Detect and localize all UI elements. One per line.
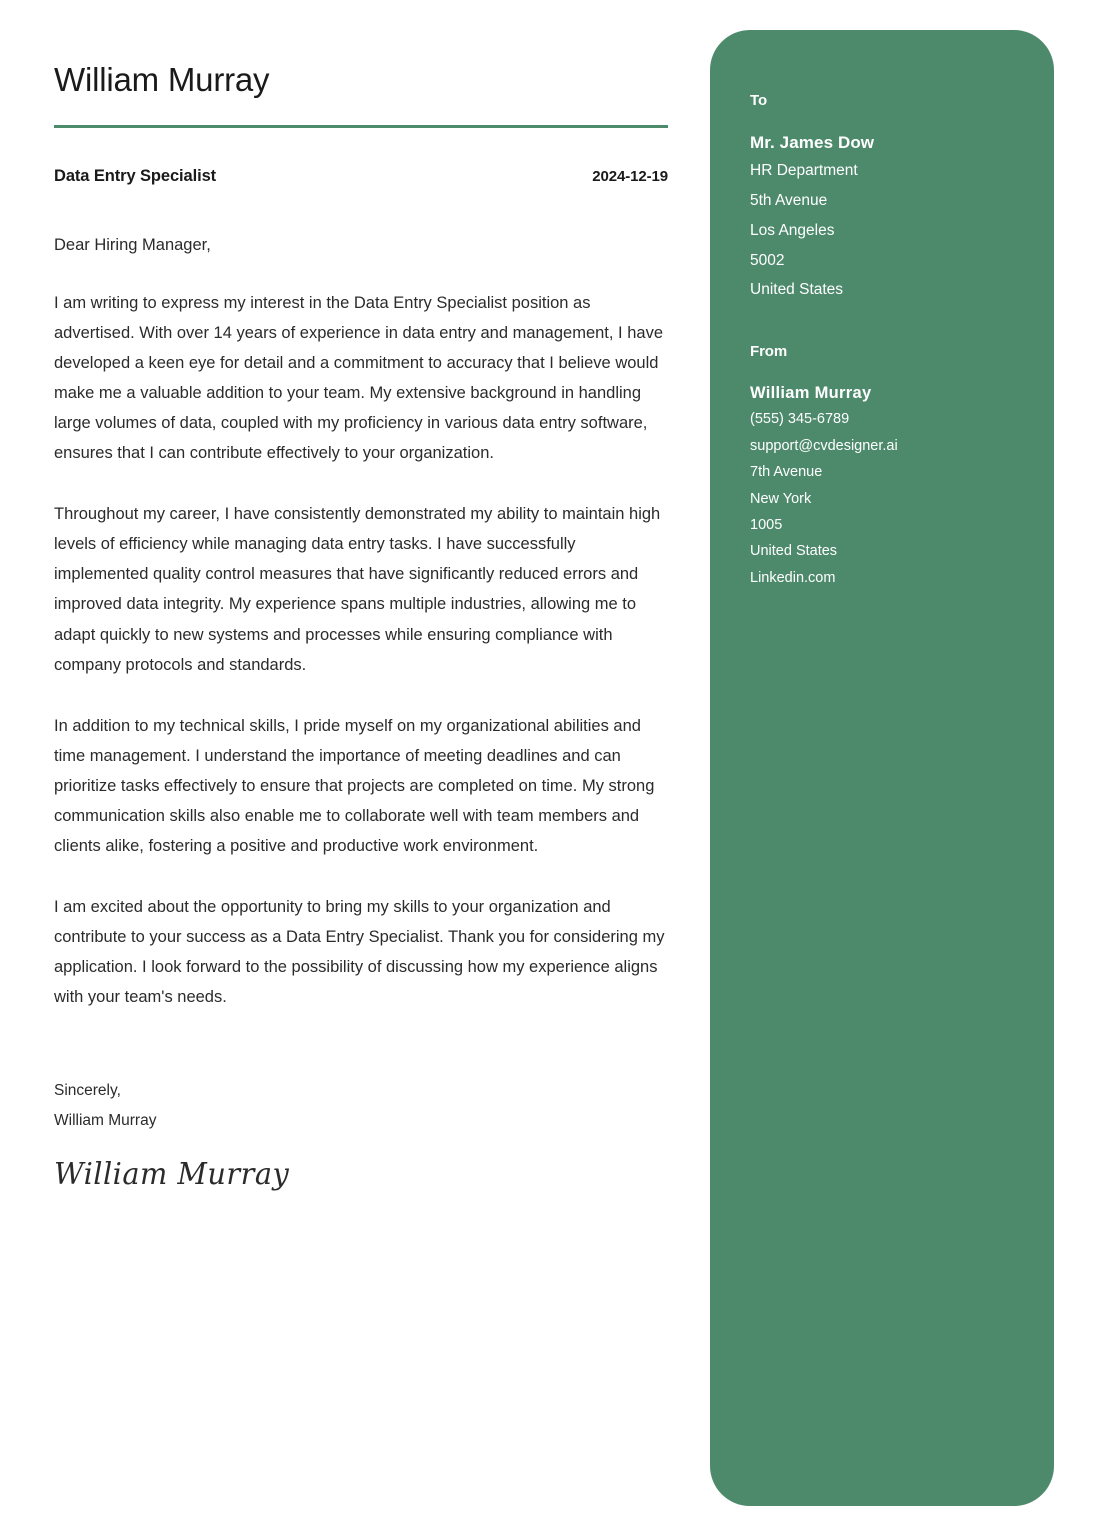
from-address-block	[750, 380, 1054, 591]
header-divider	[54, 125, 668, 128]
sender-email[interactable]: support@cvdesigner.ai	[750, 437, 898, 454]
signature: William Murray	[54, 1157, 290, 1193]
letter-meta-row	[54, 167, 668, 186]
body-paragraph: Throughout my career, I have consistently demonstrated my ability to maintain high levels of efficiency while managing data entry tasks. I have successfully implemented quality control measures that have significantly reduced errors and improved data integrity. My experience spans multiple industries, allowing me to adapt quickly to new systems and processes while ensuring compliance with company protocols and standards.	[54, 505, 661, 674]
body-paragraph: I am excited about the opportunity to bring my skills to your organization and contribute to your success as a Data Entry Specialist. Thank you for considering my application. I look forward to the possibility of discussing how my experience aligns with your team's needs.	[54, 897, 665, 1006]
from-label: From	[750, 343, 788, 361]
letter-date: 2024-12-19	[592, 167, 668, 185]
sender-phone: (555) 345-6789	[750, 411, 850, 428]
to-label: To	[750, 92, 768, 109]
body-paragraph: I am writing to express my interest in the Data Entry Specialist position as advertised. With over 14 years of experience in data entry and management, I have developed a keen eye for detail and a commitment to accuracy that I believe would make me a valuable addition to your team. My extensive background in handling large volumes of data, coupled with my proficiency in various data entry software, ensures that I can contribute effectively to your organization.	[54, 294, 664, 463]
contact-sidebar	[710, 30, 1054, 1506]
recipient-name: Mr. James Dow	[750, 133, 875, 152]
recipient-line: 5002	[750, 251, 785, 269]
recipient-line: United States	[750, 281, 844, 299]
recipient-line: Los Angeles	[750, 221, 835, 239]
sender-name: William Murray	[750, 384, 872, 403]
sender-linkedin[interactable]: Linkedin.com	[750, 569, 836, 586]
sender-line: 1005	[750, 516, 783, 533]
job-title: Data Entry Specialist	[54, 166, 217, 185]
recipient-line: 5th Avenue	[750, 192, 828, 210]
salutation: Dear Hiring Manager,	[54, 235, 211, 254]
closing-word: Sincerely,	[54, 1081, 121, 1099]
closing-block	[54, 1076, 668, 1136]
cover-letter-body	[54, 0, 668, 1192]
body-paragraph: In addition to my technical skills, I pride myself on my organizational abilities and time management. I understand the importance of meeting deadlines and can prioritize tasks effectively to ensure that projects are completed on time. My strong communication skills also enable me to collaborate well with team members and clients alike, fostering a positive and productive work environment.	[54, 716, 655, 855]
sender-line: New York	[750, 490, 812, 507]
to-address-block	[750, 130, 1054, 305]
sender-line: United States	[750, 543, 838, 560]
sender-line: 7th Avenue	[750, 464, 823, 481]
page-title: William Murray	[54, 61, 270, 98]
closing-name: William Murray	[54, 1111, 157, 1129]
recipient-line: HR Department	[750, 162, 858, 180]
